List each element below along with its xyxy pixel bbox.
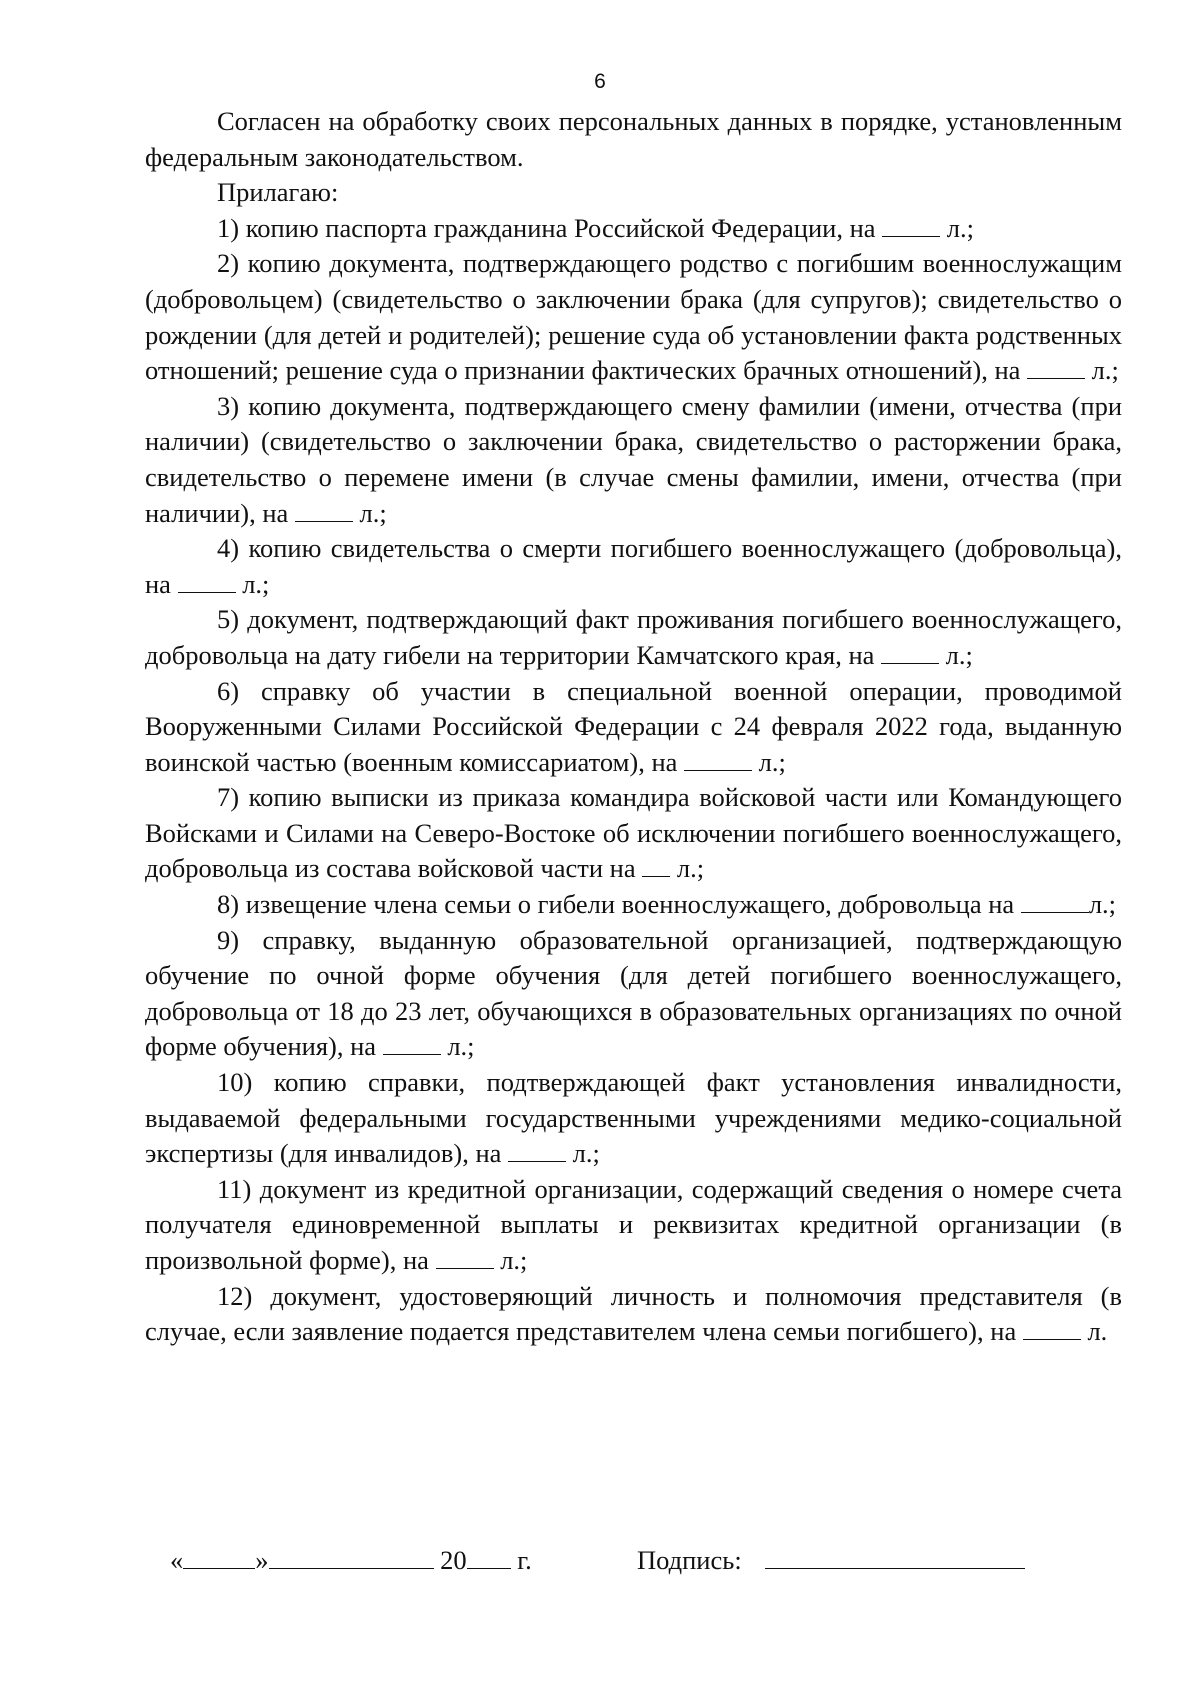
date-open-quote: «	[170, 1545, 184, 1575]
sheets-suffix: л.;	[1091, 355, 1119, 386]
list-item-3	[145, 389, 1122, 531]
consent-paragraph	[145, 104, 1122, 175]
attach-heading: Прилагаю:	[217, 177, 339, 208]
sheets-suffix: л.;	[758, 746, 786, 777]
sheet-count-blank	[882, 216, 940, 237]
date-close-quote: »	[255, 1545, 269, 1575]
list-item-text: 12) документ, удостоверяющий личность и полномочия представителя (в случае, если заявление подается представителем члена семьи погибшего), на	[145, 1280, 1122, 1347]
date-year-suffix: г.	[517, 1545, 532, 1575]
sheet-count-blank	[684, 750, 752, 771]
list-item-11	[145, 1172, 1122, 1279]
sheets-suffix: л.;	[946, 212, 974, 243]
sheets-suffix: л.;	[242, 568, 270, 599]
sheets-suffix: л.;	[572, 1138, 600, 1169]
sheets-suffix: л.;	[676, 853, 705, 884]
date-year-prefix: 20	[440, 1545, 467, 1575]
sheet-count-blank	[383, 1034, 441, 1055]
date-month-blank	[269, 1548, 434, 1569]
list-item-12	[145, 1279, 1122, 1350]
list-item-1	[145, 211, 1122, 247]
list-item-text: 3) копию документа, подтверждающего смену фамилии (имени, отчества (при наличии) (свидетельство о заключении брака, свидетельство о расторжении брака, свидетельство о перемене имени (в случае смены фамилии, имени, отчества (при наличии), на	[145, 390, 1122, 528]
list-item-text: 2) копию документа, подтверждающего родство с погибшим военнослужащим (добровольцем) (свидетельство о заключении брака (для супругов); свидетельство о рождении (для детей и родителей); решение суда об установлении факта родственных отношений; решение суда о признании фактических брачных отношений), на	[145, 248, 1122, 386]
sheets-suffix: л.;	[1088, 889, 1117, 920]
sheet-count-blank	[881, 643, 939, 664]
list-item-text: 5) документ, подтверждающий факт проживания погибшего военнослужащего, добровольца на дату гибели на территории Камчатского края, на	[145, 604, 1122, 670]
list-item-4	[145, 531, 1122, 602]
list-item-2	[145, 246, 1122, 388]
sheets-suffix: л.;	[500, 1245, 528, 1275]
sheets-suffix: л.;	[945, 639, 973, 670]
signature-blank	[765, 1548, 1025, 1569]
document-body	[145, 104, 1122, 1350]
sheet-count-blank	[1027, 358, 1085, 379]
date-day-blank	[183, 1548, 255, 1569]
sheet-count-blank	[642, 856, 670, 877]
page-number: 6	[594, 70, 606, 93]
sheets-suffix: л.	[1087, 1316, 1108, 1347]
date-signature-row	[170, 1542, 1070, 1578]
sheets-suffix: л.;	[447, 1031, 475, 1062]
sheets-suffix: л.;	[359, 497, 387, 528]
sheet-count-blank	[1021, 892, 1089, 913]
list-item-text: 8) извещение члена семьи о гибели военнослужащего, добровольца на	[217, 889, 1015, 920]
date-year-blank	[467, 1548, 511, 1569]
sheet-count-blank	[1023, 1319, 1081, 1340]
list-item-10	[145, 1065, 1122, 1172]
list-item-text: 6) справку об участии в специальной военной операции, проводимой Вооруженными Силами Российской Федерации с 24 февраля 2022 года, выданную воинской частью (военным комиссариатом), на	[145, 675, 1122, 777]
list-item-text: 4) копию свидетельства о смерти погибшего военнослужащего (добровольца), на	[145, 533, 1122, 599]
sheet-count-blank	[178, 572, 236, 593]
signature-label: Подпись:	[637, 1545, 742, 1575]
list-item-text: 1) копию паспорта гражданина Российской Федерации, на	[217, 212, 876, 243]
sheet-count-blank	[436, 1248, 494, 1269]
list-item-text: 7) копию выписки из приказа командира войсковой части или Командующего Войсками и Силами на Северо-Востоке об исключении погибшего военнослужащего, добровольца из состава войсковой части на	[145, 782, 1122, 884]
list-item-text: 11) документ из кредитной организации, содержащий сведения о номере счета получателя единовременной выплаты и реквизитах кредитной организации (в произвольной форме), на	[145, 1173, 1122, 1275]
list-item-5	[145, 602, 1122, 673]
list-item-text: 9) справку, выданную образовательной организацией, подтверждающую обучение по очной форме обучения (для детей погибшего военнослужащего, добровольца от 18 до 23 лет, обучающихся в образовательных организациях по очной форме обучения), на	[145, 924, 1122, 1062]
list-item-7	[145, 780, 1122, 887]
sheet-count-blank	[295, 501, 353, 522]
consent-text: Согласен на обработку своих персональных данных в порядке, установленным федеральным законодательством.	[145, 106, 1122, 172]
list-item-9	[145, 923, 1122, 1065]
list-item-6	[145, 674, 1122, 781]
list-item-8	[145, 887, 1122, 923]
list-item-text: 10) копию справки, подтверждающей факт установления инвалидности, выдаваемой федеральными государственными учреждениями медико-социальной экспертизы (для инвалидов), на	[145, 1067, 1122, 1169]
sheet-count-blank	[508, 1141, 566, 1162]
